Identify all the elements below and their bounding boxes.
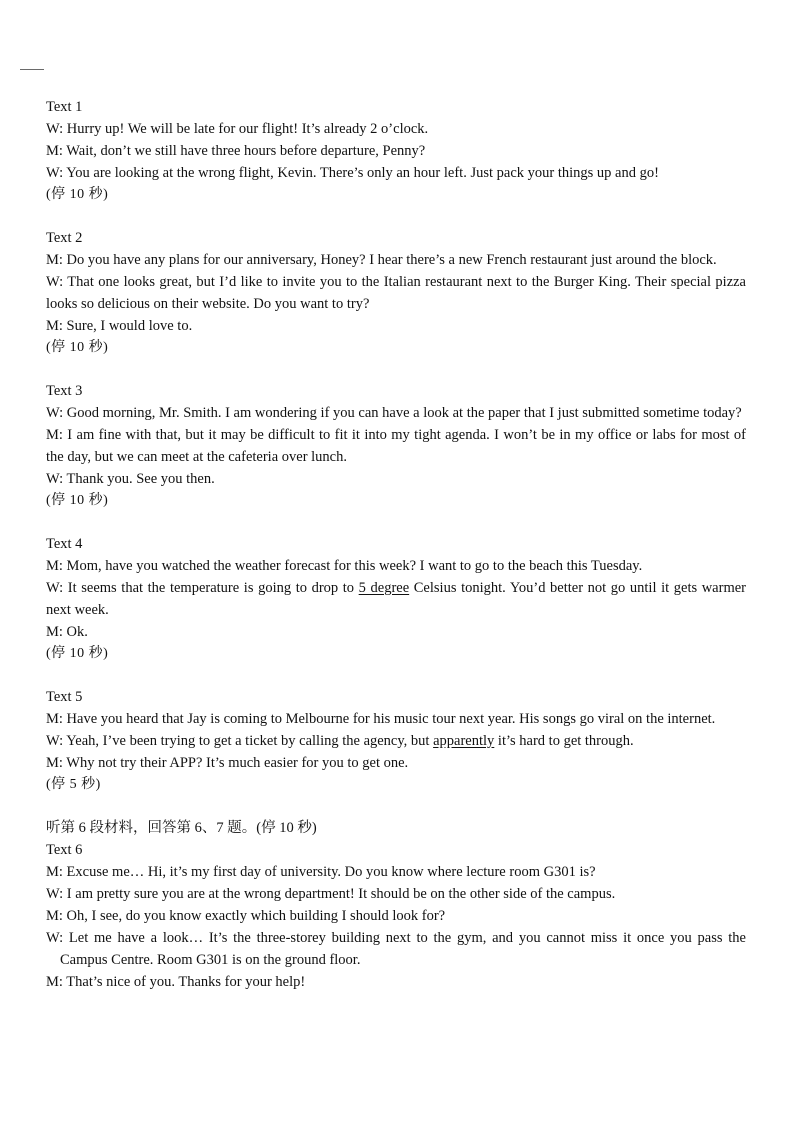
text-4-line-2: W: It seems that the temperature is going to drop to 5 degree Celsius tonight. You’d better not go until it gets warmer next week. xyxy=(46,580,746,618)
text-1-line-2: M: Wait, don’t we still have three hours before departure, Penny? xyxy=(46,143,426,159)
text-5-pause: (停 5 秒) xyxy=(46,777,101,792)
text-5-line-2: W: Yeah, I’ve been trying to get a ticket by calling the agency, but apparently it’s hard to get through. xyxy=(46,733,634,749)
text-6-section xyxy=(46,817,746,993)
transcript xyxy=(46,96,746,1014)
text-3-line-2: M: I am fine with that, but it may be difficult to fit it into my tight agenda. I won’t be in my office or labs for most of the day, but we can meet at the cafeteria over lunch. xyxy=(46,427,746,465)
text-2-line-3: M: Sure, I would love to. xyxy=(46,318,193,334)
text-2-line-2: W: That one looks great, but I’d like to invite you to the Italian restaurant next to the Burger King. Their special pizza looks so delicious on their website. Do you want to try? xyxy=(46,274,746,312)
text-1-line-1: W: Hurry up! We will be late for our flight! It’s already 2 o’clock. xyxy=(46,121,429,137)
text-5-section xyxy=(46,686,746,796)
text-6-title: Text 6 xyxy=(46,842,83,858)
underlined-phrase: apparently xyxy=(433,733,495,749)
text-4-section xyxy=(46,533,746,665)
text-1-title: Text 1 xyxy=(46,99,83,115)
text-1-pause: (停 10 秒) xyxy=(46,187,109,202)
text-3-line-1: W: Good morning, Mr. Smith. I am wondering if you can have a look at the paper that I just submitted sometime today? xyxy=(46,405,742,421)
text-1-section xyxy=(46,96,746,206)
text-2-section xyxy=(46,227,746,359)
text-2-pause: (停 10 秒) xyxy=(46,340,109,355)
text-5-line-1: M: Have you heard that Jay is coming to Melbourne for his music tour next year. His songs go viral on the internet. xyxy=(46,711,716,727)
text-6-line-1: M: Excuse me… Hi, it’s my first day of university. Do you know where lecture room G301 is? xyxy=(46,864,596,880)
text-3-section xyxy=(46,380,746,512)
text-6-line-2: W: I am pretty sure you are at the wrong department! It should be on the other side of the campus. xyxy=(46,886,616,902)
text-5-title: Text 5 xyxy=(46,689,83,705)
text-3-title: Text 3 xyxy=(46,383,83,399)
text-4-line-1: M: Mom, have you watched the weather forecast for this week? I want to go to the beach this Tuesday. xyxy=(46,558,643,574)
text-4-pause: (停 10 秒) xyxy=(46,646,109,661)
text-3-line-3: W: Thank you. See you then. xyxy=(46,471,215,487)
text-4-line-3: M: Ok. xyxy=(46,624,88,640)
text-6-line-4: W: Let me have a look… It’s the three-storey building next to the gym, and you cannot miss it once you pass the Campus Centre. Room G301 is on the ground floor. xyxy=(46,930,746,968)
section-6-instruction: 听第 6 段材料，回答第 6、7 题。(停 10 秒) xyxy=(46,820,317,836)
underlined-phrase: 5 degree xyxy=(358,580,410,596)
text-5-line-3: M: Why not try their APP? It’s much easier for you to get one. xyxy=(46,755,409,771)
text-1-line-3: W: You are looking at the wrong flight, Kevin. There’s only an hour left. Just pack your things up and go! xyxy=(46,165,659,181)
text-2-title: Text 2 xyxy=(46,230,83,246)
corner-rule xyxy=(20,69,44,70)
text-3-pause: (停 10 秒) xyxy=(46,493,109,508)
text-4-title: Text 4 xyxy=(46,536,83,552)
text-2-line-1: M: Do you have any plans for our anniversary, Honey? I hear there’s a new French restaurant just around the block. xyxy=(46,252,717,268)
text-6-line-5: M: That’s nice of you. Thanks for your help! xyxy=(46,974,306,990)
text-6-line-3: M: Oh, I see, do you know exactly which building I should look for? xyxy=(46,908,446,924)
